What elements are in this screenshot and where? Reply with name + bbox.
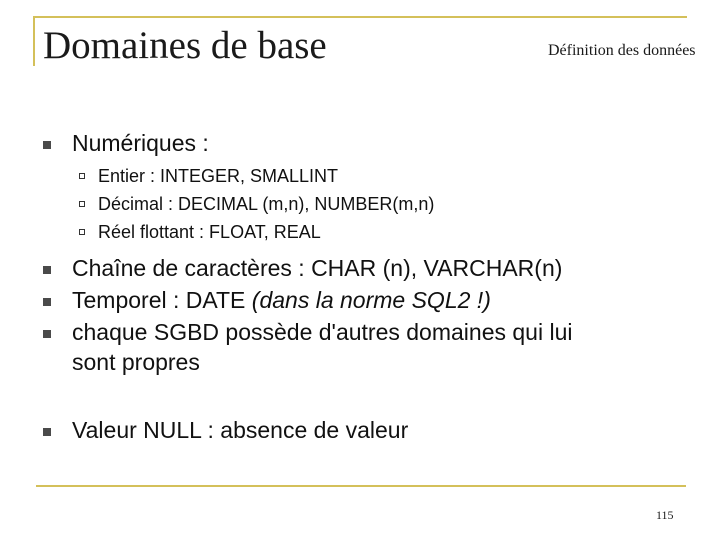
bullet-square-icon — [43, 141, 51, 149]
page-number: 115 — [656, 508, 674, 522]
slide-title: Domaines de base — [43, 24, 327, 67]
footer-rule — [36, 485, 686, 487]
bullet-temporel — [72, 285, 491, 315]
bullet-square-icon — [43, 298, 51, 306]
bullet-sgbd-line1: chaque SGBD possède d'autres domaines qui lui — [72, 319, 573, 345]
bullet-temporel-note: (dans la norme SQL2 !) — [251, 287, 491, 313]
title-top-rule — [33, 16, 687, 18]
slide-subtitle: Définition des données — [548, 42, 696, 59]
bullet-null: Valeur NULL : absence de valeur — [72, 417, 409, 443]
bullet-square-icon — [43, 266, 51, 274]
bullet-square-icon — [43, 428, 51, 436]
sub-bullet-reel: Réel flottant : FLOAT, REAL — [98, 222, 321, 242]
sub-bullet-square-icon — [79, 229, 85, 235]
bullet-chaine: Chaîne de caractères : CHAR (n), VARCHAR(n) — [72, 255, 563, 281]
sub-bullet-decimal: Décimal : DECIMAL (m,n), NUMBER(m,n) — [98, 194, 435, 214]
sub-bullet-square-icon — [79, 173, 85, 179]
sub-bullet-square-icon — [79, 201, 85, 207]
bullet-numeriques: Numériques : — [72, 130, 209, 156]
sub-bullet-entier: Entier : INTEGER, SMALLINT — [98, 166, 339, 186]
bullet-square-icon — [43, 330, 51, 338]
title-vertical-rule — [33, 16, 35, 66]
bullet-sgbd-line2: sont propres — [72, 349, 200, 375]
bullet-temporel-text: Temporel : DATE — [72, 287, 252, 313]
